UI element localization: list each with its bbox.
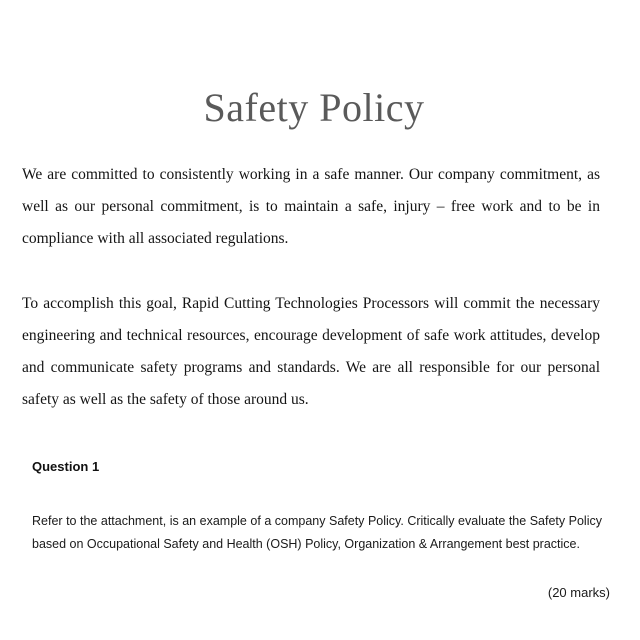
question-heading: Question 1 <box>32 459 100 474</box>
marks-label: (20 marks) <box>547 585 610 600</box>
document-title: Safety Policy <box>203 85 425 130</box>
question-text: Refer to the attachment, is an example of a company Safety Policy. Critically evaluate the Safety Policy based on Occupational Safety and Health (OSH) Policy, Organization & Arrangement best practice. <box>32 514 602 551</box>
policy-paragraph-goal: To accomplish this goal, Rapid Cutting Technologies Processors will commit the necessary engineering and technical resources, encourage development of safe work attitudes, develop and communicate safety programs and standards. We are all responsible for our personal safety as well as the safety of those around us. <box>22 295 600 408</box>
policy-paragraph-commitment: We are committed to consistently working in a safe manner. Our company commitment, as well as our personal commitment, is to maintain a safe, injury – free work and to be in compliance with all associated regulations. <box>22 166 600 247</box>
